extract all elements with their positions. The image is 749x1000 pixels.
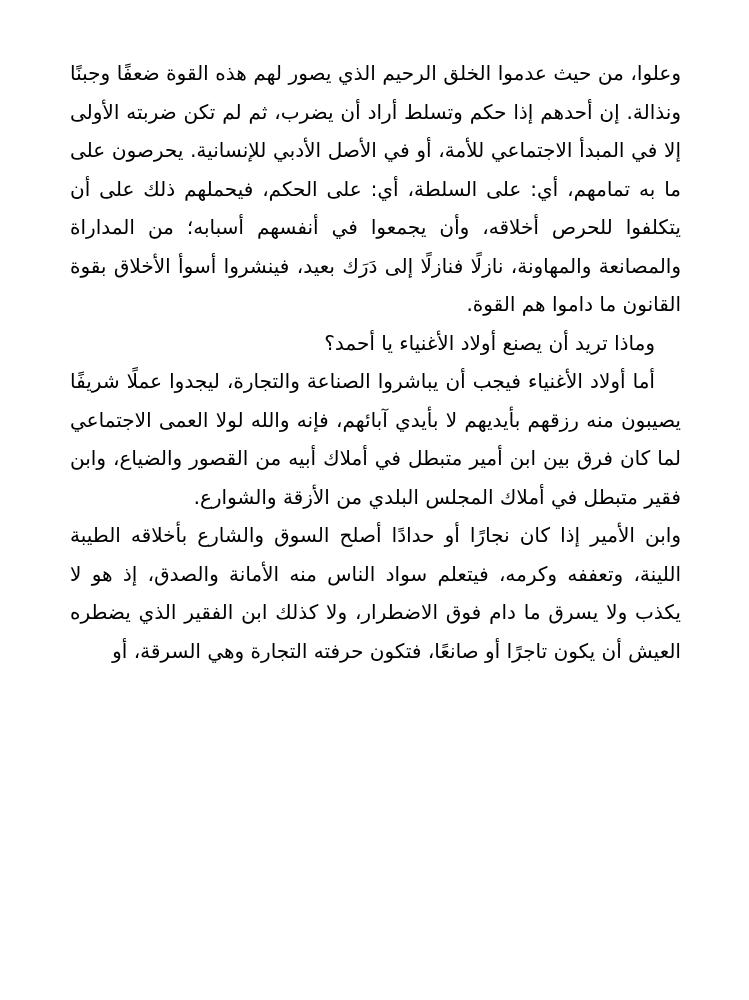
paragraph-4: وابن الأمير إذا كان نجارًا أو حدادًا أصلح السوق والشارع بأخلاقه الطيبة اللينة، وتعففه وكرمه، فيتعلم سواد الناس منه الأمانة والصدق، إذ هو لا يكذب ولا يسرق ما دام فوق الاضطرار، ولا كذلك ابن الفقير الذي يضطره العيش أن يكون تاجرًا أو صانعًا، فتكون حرفته التجارة وهي السرقة، أو bbox=[70, 523, 681, 663]
paragraph-3: أما أولاد الأغنياء فيجب أن يباشروا الصناعة والتجارة، ليجدوا عملًا شريفًا يصيبون منه رزقهم بأيديهم لا بأيدي آبائهم، فإنه والله لولا العمى الاجتماعي لما كان فرق بين ابن أمير متبطل في أملاك أبيه من القصور والضياع، وابن فقير متبطل في أملاك المجلس البلدي من الأزقة والشوارع. bbox=[70, 369, 681, 509]
paragraph-1: وعلوا، من حيث عدموا الخلق الرحيم الذي يصور لهم هذه القوة ضعفًا وجبنًا ونذالة. إن أحدهم إذا حكم وتسلط أراد أن يضرب، ثم لم تكن ضربته الأولى إلا في المبدأ الاجتماعي للأمة، أو في الأصل الأدبي للإنسانية. يحرصون على ما به تمامهم، أي: على السلطة، أي: على الحكم، فيحملهم ذلك على أن يتكلفوا للحرص أخلاقه، وأن يجمعوا في أنفسهم أسبابه؛ من المداراة والمصانعة والمهاونة، نازلًا فنازلًا إلى دَرَك بعيد، فينشروا أسوأ الأخلاق بقوة القانون ما داموا هم القوة. bbox=[70, 61, 681, 316]
document-page bbox=[70, 54, 681, 670]
paragraph-2: وماذا تريد أن يصنع أولاد الأغنياء يا أحمد؟ bbox=[324, 330, 655, 355]
